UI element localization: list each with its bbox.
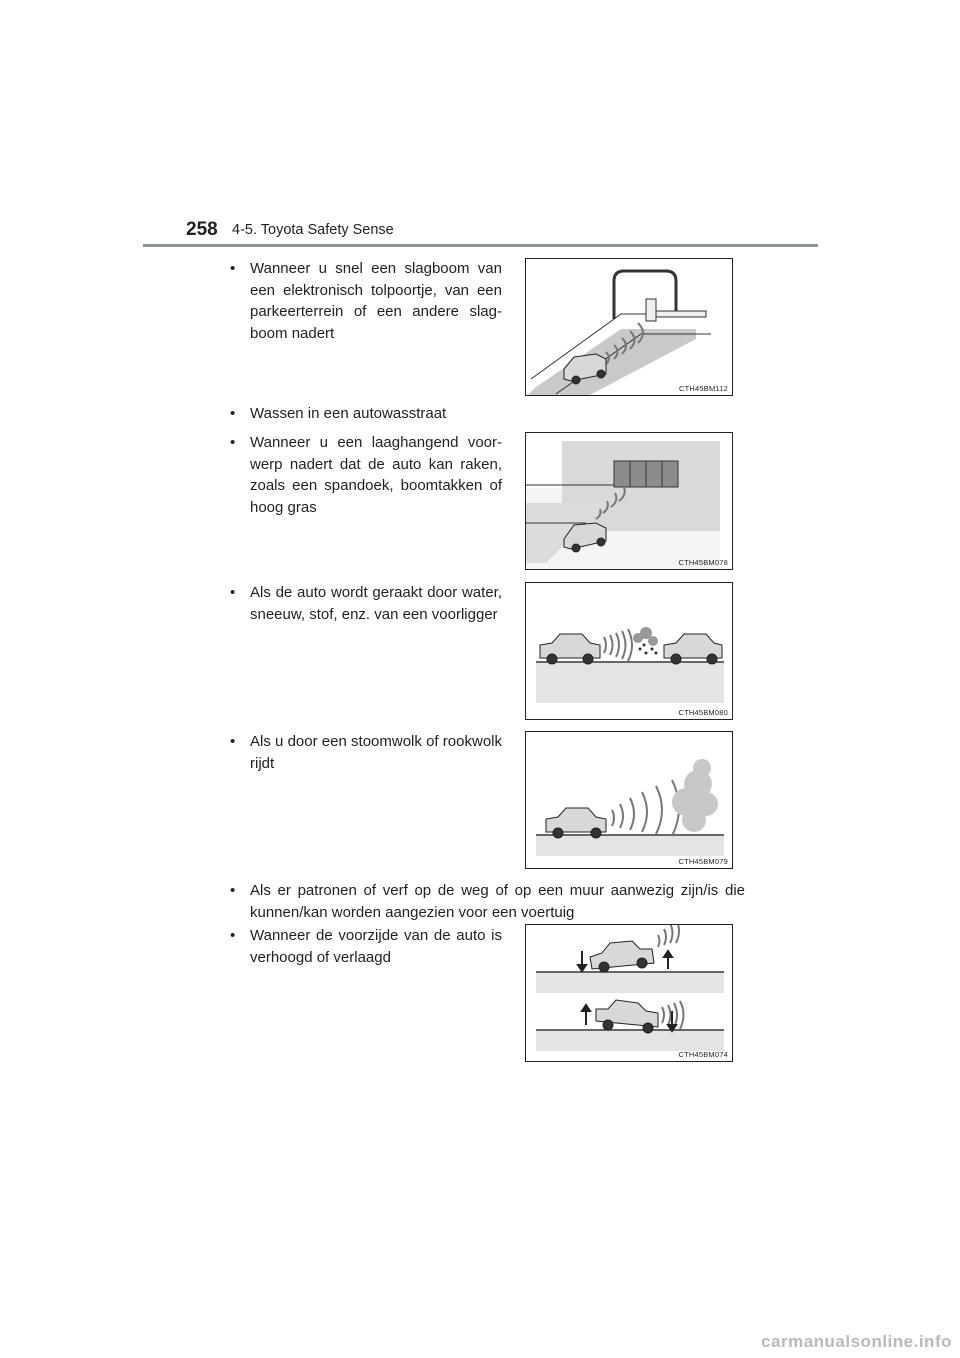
list-item-paint-patterns [230, 880, 745, 923]
figure-code: CTH45BM079 [678, 857, 728, 866]
figure-code: CTH45BM080 [678, 708, 728, 717]
figure-code: CTH45BM074 [678, 1050, 728, 1059]
list-item-text: Als de auto wordt geraakt door water, sneeuw, stof, enz. van een voorligger [250, 584, 502, 623]
figure-raised-lowered [525, 924, 733, 1062]
bullet-marker: • [230, 584, 236, 601]
figure-steam [525, 731, 733, 869]
list-item-text: Als er patronen of verf op de weg of op een muur aanwezig zijn/is die kunnen/kan worden aangezien voor een voertuig [250, 882, 745, 921]
figure-low-object [525, 432, 733, 570]
list-item-tollgate [230, 258, 502, 344]
list-item-text: Als u door een stoomwolk of rookwolk rijdt [250, 733, 502, 772]
bullet-marker: • [230, 927, 236, 944]
list-item-steam [230, 731, 502, 774]
header-rule [143, 244, 818, 247]
watermark: carmanualsonline.info [761, 1332, 952, 1351]
list-item-raised-lowered [230, 925, 502, 968]
bullet-marker: • [230, 260, 236, 277]
list-item-text: Wanneer de voorzijde van de auto is verhoogd of verlaagd [250, 927, 502, 966]
figure-code: CTH45BM078 [678, 558, 728, 567]
figure-code: CTH45BM112 [679, 384, 728, 393]
list-item-low-object [230, 432, 502, 518]
bullet-marker: • [230, 434, 236, 451]
bullet-marker: • [230, 733, 236, 750]
list-item-text: Wassen in een autowasstraat [250, 405, 447, 422]
bullet-marker: • [230, 405, 236, 422]
list-item-text: Wanneer u snel een slagboom van een elektronisch tolpoortje, van een parkeerterrein of een andere slag-boom nadert [250, 260, 502, 342]
page-number: 258 [186, 219, 218, 240]
list-item-spray [230, 582, 502, 625]
list-item-text: Wanneer u een laaghangend voor-werp nadert dat de auto kan raken, zoals een spandoek, boomtakken of hoog gras [250, 434, 502, 516]
page-header [0, 0, 960, 250]
list-item-carwash [230, 403, 502, 425]
figure-tollgate [525, 258, 733, 396]
bullet-marker: • [230, 882, 236, 899]
section-title: 4-5. Toyota Safety Sense [232, 222, 394, 238]
figure-spray [525, 582, 733, 720]
